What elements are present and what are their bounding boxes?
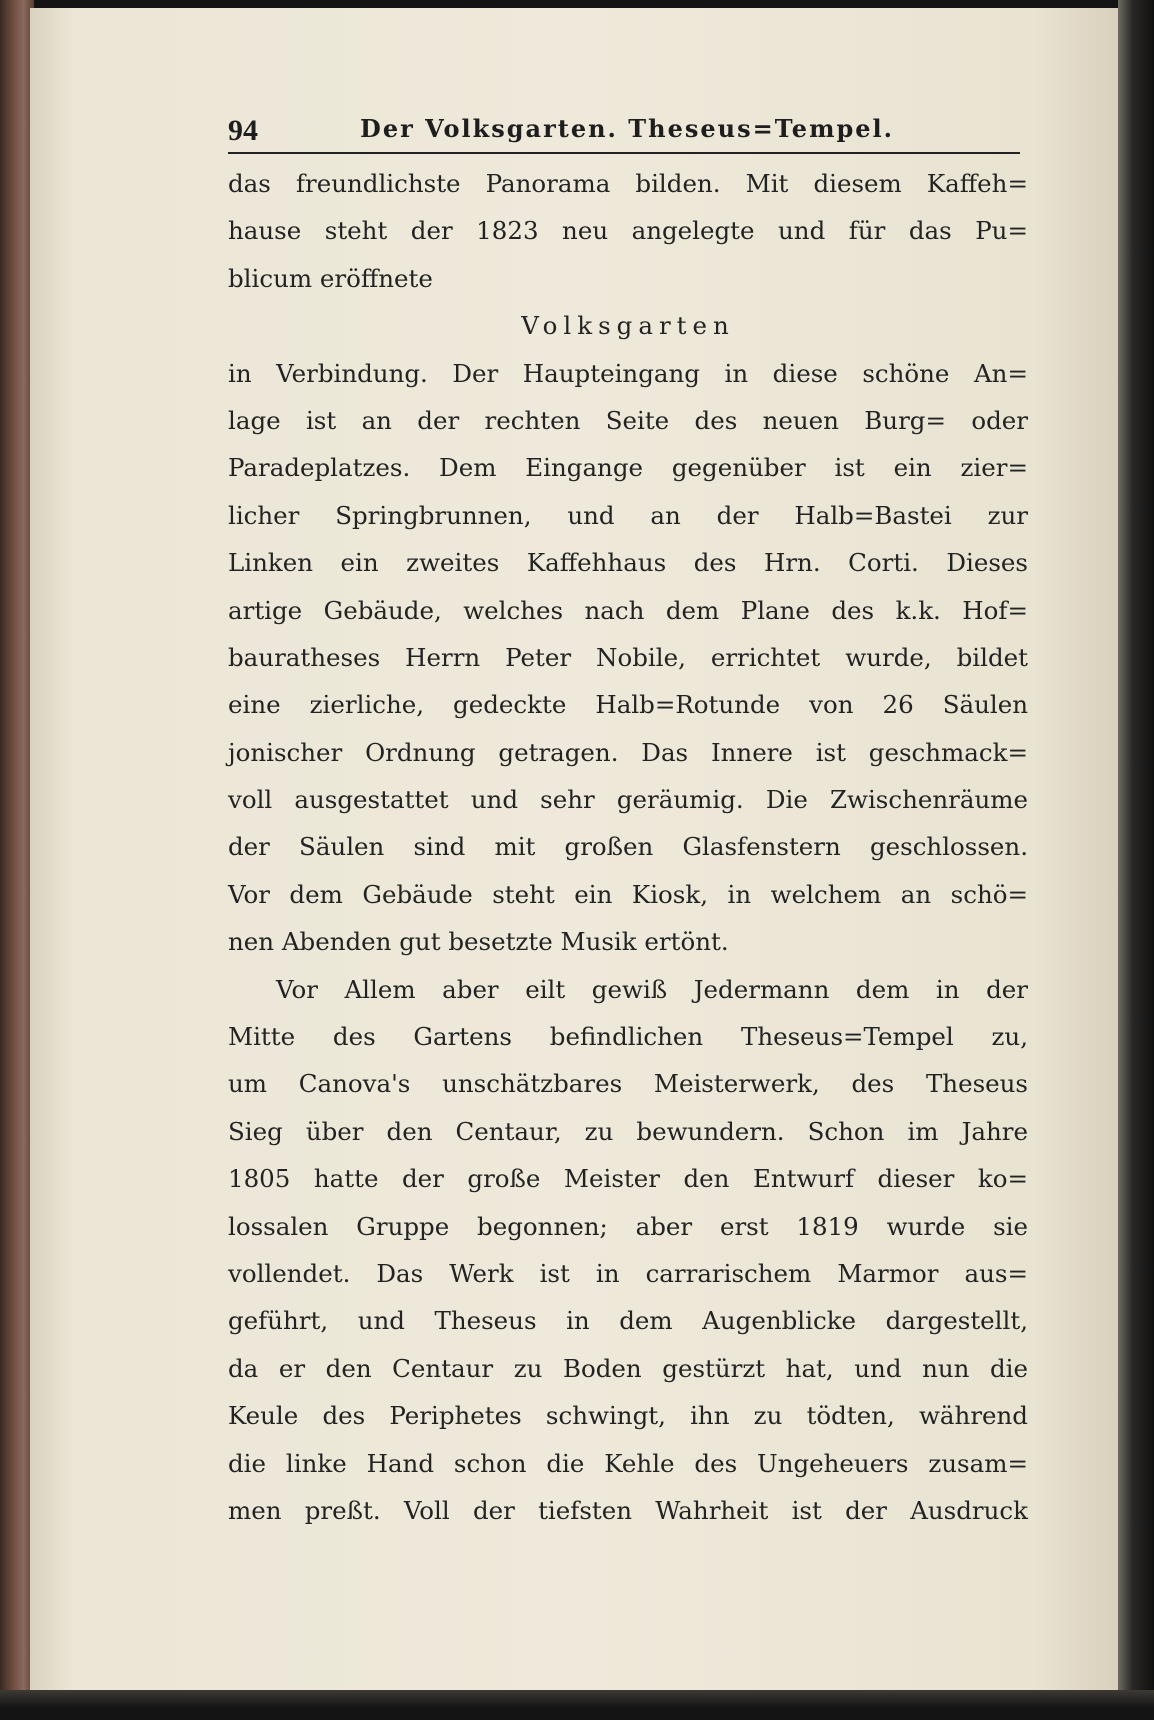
text-line: voll ausgestattet und sehr geräumig. Die Zwischenräume [228, 785, 1028, 815]
text-line: eine zierliche, gedeckte Halb=Rotunde von 26 Säulen [228, 690, 1028, 720]
text-line: hause steht der 1823 neu angelegte und für das Pu= [228, 216, 1028, 246]
page-bottom-shadow [0, 1690, 1154, 1720]
text-line: Linken ein zweites Kaffehhaus des Hrn. Corti. Dieses [228, 548, 1028, 578]
page-number: 94 [228, 114, 258, 147]
body-text [228, 160, 1028, 1534]
text-line: blicum eröffnete [228, 263, 433, 293]
text-line: nen Abenden gut besetzte Musik ertönt. [228, 927, 729, 957]
text-line: bauratheses Herrn Peter Nobile, errichtet wurde, bildet [228, 642, 1028, 672]
text-line: jonischer Ordnung getragen. Das Innere ist geschmack= [228, 737, 1028, 767]
page-header [228, 108, 1020, 154]
text-line: artige Gebäude, welches nach dem Plane des k.k. Hof= [228, 595, 1028, 625]
text-line: da er den Centaur zu Boden gestürzt hat, und nun die [228, 1353, 1028, 1383]
text-line: Vor Allem aber eilt gewiß Jedermann dem in der [276, 974, 1028, 1004]
text-line: der Säulen sind mit großen Glasfenstern geschlossen. [228, 832, 1028, 862]
text-line: Mitte des Gartens befindlichen Theseus=Tempel zu, [228, 1022, 1028, 1052]
text-line: in Verbindung. Der Haupteingang in diese schöne An= [228, 358, 1028, 388]
running-head: Der Volksgarten. Theseus=Tempel. [360, 114, 894, 143]
text-line: geführt, und Theseus in dem Augenblicke dargestellt, [228, 1306, 1028, 1336]
text-line: Paradeplatzes. Dem Eingange gegenüber ist ein zier= [228, 453, 1028, 483]
page-edge-shadow [1118, 0, 1154, 1720]
text-line: vollendet. Das Werk ist in carrarischem Marmor aus= [228, 1258, 1028, 1288]
text-line: licher Springbrunnen, und an der Halb=Bastei zur [228, 500, 1028, 530]
text-line: 1805 hatte der große Meister den Entwurf dieser ko= [228, 1164, 1028, 1194]
text-line: das freundlichste Panorama bilden. Mit diesem Kaffeh= [228, 169, 1028, 198]
text-line: die linke Hand schon die Kehle des Ungeheuers zusam= [228, 1448, 1028, 1478]
text-line: um Canova's unschätzbares Meisterwerk, des Theseus [228, 1069, 1028, 1099]
book-spine-edge [0, 0, 34, 1700]
text-line: men preßt. Voll der tiefsten Wahrheit ist der Ausdruck [228, 1495, 1028, 1525]
text-line: Vor dem Gebäude steht ein Kiosk, in welchem an schö= [228, 879, 1028, 909]
text-line: Keule des Periphetes schwingt, ihn zu tödten, während [228, 1401, 1028, 1431]
text-line: Sieg über den Centaur, zu bewundern. Schon im Jahre [228, 1116, 1028, 1146]
text-line: lossalen Gruppe begonnen; aber erst 1819 wurde sie [228, 1211, 1028, 1241]
section-heading: Volksgarten [521, 311, 735, 341]
text-line: lage ist an der rechten Seite des neuen Burg= oder [228, 405, 1028, 435]
